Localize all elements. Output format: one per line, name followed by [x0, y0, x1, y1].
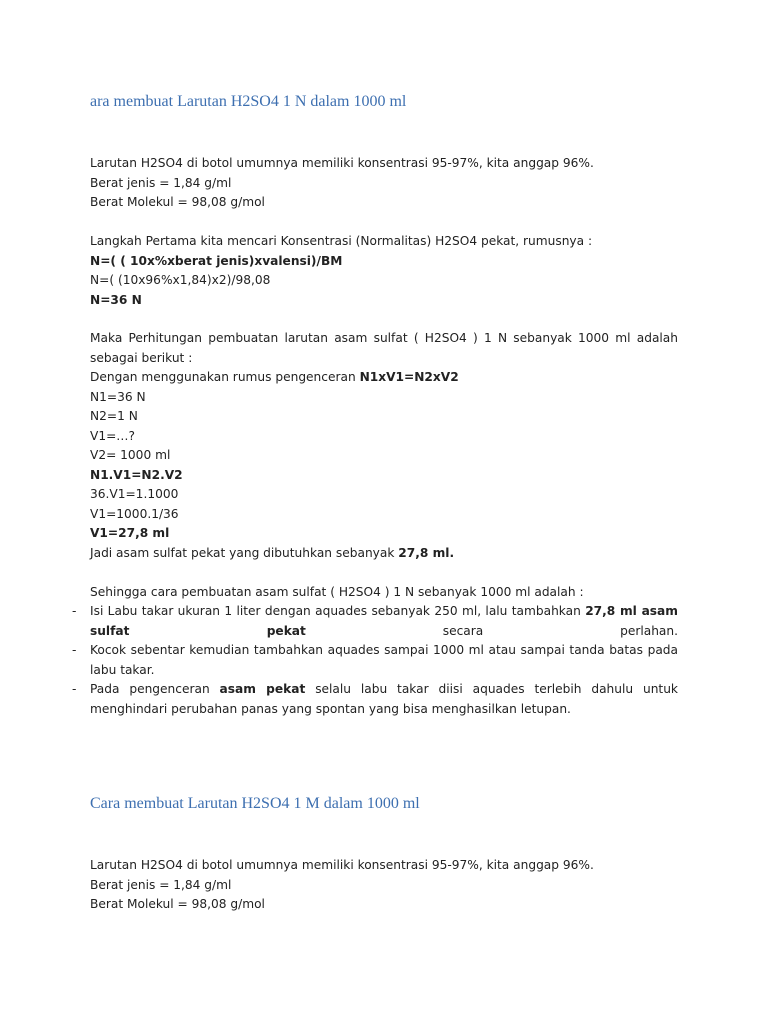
normality-result: N=36 N: [90, 293, 142, 307]
calc-result: V1=27,8 ml: [90, 526, 170, 540]
section1-heading: ara membuat Larutan H2SO4 1 N dalam 1000 ml: [90, 93, 407, 110]
normality-calc: N=( (10x96%x1,84)x2)/98,08: [90, 273, 271, 287]
conclusion-value: 27,8 ml.: [398, 546, 455, 560]
s2-intro-line-3: Berat Molekul = 98,08 g/mol: [90, 897, 265, 911]
dilution-formula: N1xV1=N2xV2: [359, 370, 459, 384]
conclusion-text: Jadi asam sulfat pekat yang dibutuhkan sebanyak: [90, 546, 399, 560]
procedure-step-2: Kocok sebentar kemudian tambahkan aquades sampai 1000 ml atau sampai tanda batas pada labu takar.: [90, 643, 678, 677]
step1-intro: Langkah Pertama kita mencari Konsentrasi (Normalitas) H2SO4 pekat, rumusnya :: [90, 234, 593, 248]
value-n1: N1=36 N: [90, 390, 146, 404]
intro-line-3: Berat Molekul = 98,08 g/mol: [90, 195, 265, 209]
normality-formula: N=( ( 10x%xberat jenis)xvalensi)/BM: [90, 254, 343, 268]
s2-intro-line-2: Berat jenis = 1,84 g/ml: [90, 878, 232, 892]
step1-bold: 27,8 ml asam sulfat pekat: [90, 604, 678, 638]
step1-text: Isi Labu takar ukuran 1 liter dengan aquades sebanyak 250 ml, lalu tambahkan: [90, 604, 586, 618]
step1-tail: secara perlahan.: [305, 623, 678, 638]
intro-line-2: Berat jenis = 1,84 g/ml: [90, 176, 232, 190]
s2-intro-line-1: Larutan H2SO4 di botol umumnya memiliki konsentrasi 95-97%, kita anggap 96%.: [90, 858, 594, 872]
bullet-marker-1: -: [72, 604, 77, 618]
value-v1: V1=…?: [90, 429, 135, 443]
bullet-marker-3: -: [72, 682, 77, 696]
bullet-marker-2: -: [72, 643, 77, 657]
step3-tail: selalu labu takar diisi aquades terlebih dahulu untuk menghindari perubahan panas yang spontan yang bisa menghasilkan letupan.: [90, 682, 678, 716]
calc-formula: N1.V1=N2.V2: [90, 468, 183, 482]
value-n2: N2=1 N: [90, 409, 138, 423]
procedure-intro: Sehingga cara pembuatan asam sulfat ( H2SO4 ) 1 N sebanyak 1000 ml adalah :: [90, 585, 584, 599]
intro-line-1: Larutan H2SO4 di botol umumnya memiliki konsentrasi 95-97%, kita anggap 96%.: [90, 156, 594, 170]
procedure-step-1: [90, 602, 678, 641]
value-v2: V2= 1000 ml: [90, 448, 171, 462]
section2-heading: Cara membuat Larutan H2SO4 1 M dalam 1000 ml: [90, 795, 420, 812]
step3-text: Pada pengenceran: [90, 682, 220, 696]
procedure-step-3: [90, 680, 678, 719]
dilution-intro: [90, 368, 459, 388]
conclusion: [90, 544, 454, 564]
calc-step-1: 36.V1=1.1000: [90, 487, 179, 501]
calc-step-2: V1=1000.1/36: [90, 507, 179, 521]
calc-intro: Maka Perhitungan pembuatan larutan asam sulfat ( H2SO4 ) 1 N sebanyak 1000 ml adalah sebagai berikut :: [90, 331, 678, 365]
dilution-intro-text: Dengan menggunakan rumus pengenceran: [90, 370, 360, 384]
step3-bold: asam pekat: [219, 682, 306, 696]
